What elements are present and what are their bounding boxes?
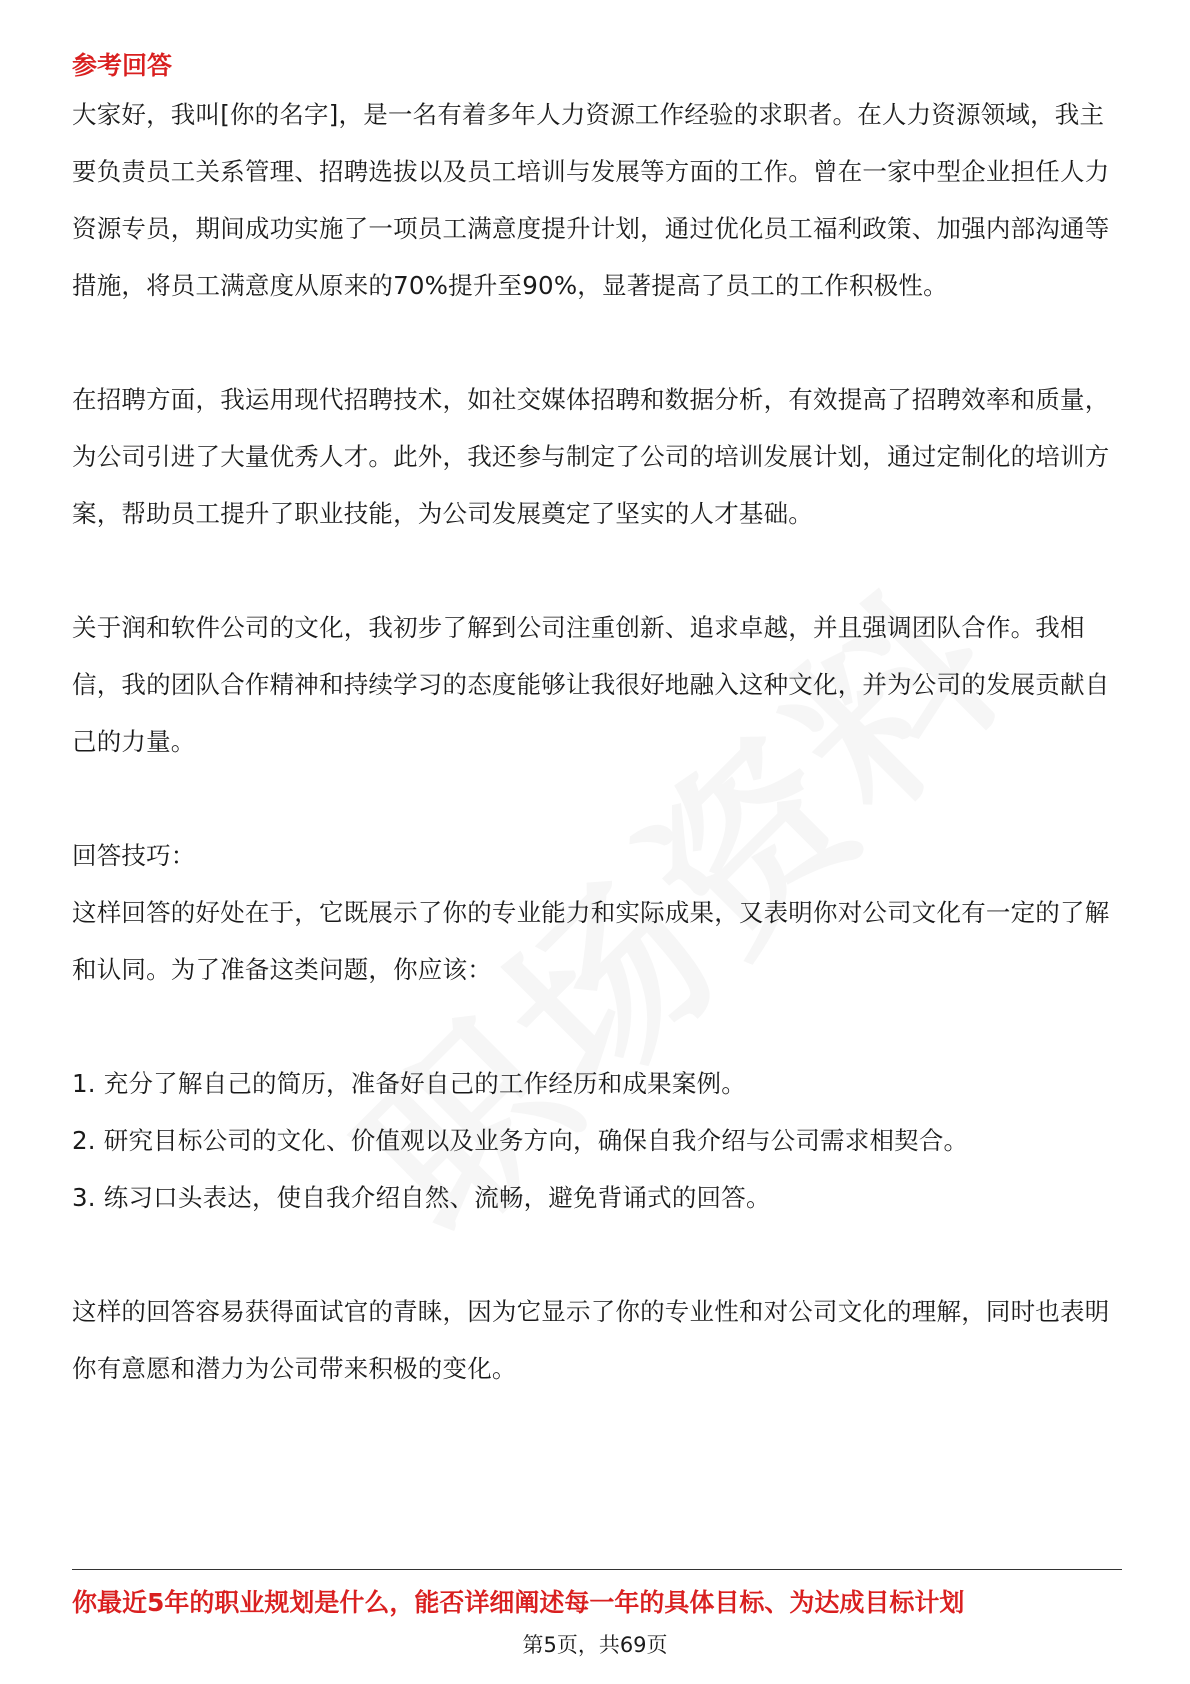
next-question-heading: 你最近5年的职业规划是什么，能否详细阐述每一年的具体目标、为达成目标计划: [72, 1588, 965, 1617]
answer-paragraph-3: 关于润和软件公司的文化，我初步了解到公司注重创新、追求卓越，并且强调团队合作。我相信，我的团队合作精神和持续学习的态度能够让我很好地融入这种文化，并为公司的发展贡献自己的力量。: [72, 613, 1110, 756]
page-number: 第5页，共69页: [522, 1633, 668, 1657]
list-item: 3. 练习口头表达，使自我介绍自然、流畅，避免背诵式的回答。: [72, 1183, 771, 1212]
divider: [72, 1569, 1122, 1570]
list-item: 2. 研究目标公司的文化、价值观以及业务方向，确保自我介绍与公司需求相契合。: [72, 1126, 969, 1155]
tips-list: [72, 1055, 1122, 1226]
page-content: [72, 46, 1122, 1397]
spacer: [72, 1226, 1122, 1283]
spacer: [72, 542, 1122, 599]
answer-paragraph-1: 大家好，我叫[你的名字]，是一名有着多年人力资源工作经验的求职者。在人力资源领域，我主要负责员工关系管理、招聘选拔以及员工培训与发展等方面的工作。曾在一家中型企业担任人力资源专员，期间成功实施了一项员工满意度提升计划，通过优化员工福利政策、加强内部沟通等措施，将员工满意度从原来的70%提升至90%，显著提高了员工的工作积极性。: [72, 100, 1110, 300]
section-heading: 参考回答: [72, 51, 173, 80]
spacer: [72, 314, 1122, 371]
tips-intro: 这样回答的好处在于，它既展示了你的专业能力和实际成果，又表明你对公司文化有一定的了解和认同。为了准备这类问题，你应该：: [72, 898, 1110, 984]
spacer: [72, 770, 1122, 827]
tips-conclusion: 这样的回答容易获得面试官的青睐，因为它显示了你的专业性和对公司文化的理解，同时也表明你有意愿和潜力为公司带来积极的变化。: [72, 1297, 1110, 1383]
answer-paragraph-2: 在招聘方面，我运用现代招聘技术，如社交媒体招聘和数据分析，有效提高了招聘效率和质量，为公司引进了大量优秀人才。此外，我还参与制定了公司的培训发展计划，通过定制化的培训方案，帮助员工提升了职业技能，为公司发展奠定了坚实的人才基础。: [72, 385, 1110, 528]
list-item: 1. 充分了解自己的简历，准备好自己的工作经历和成果案例。: [72, 1069, 746, 1098]
tips-title: 回答技巧：: [72, 841, 196, 870]
spacer: [72, 998, 1122, 1055]
